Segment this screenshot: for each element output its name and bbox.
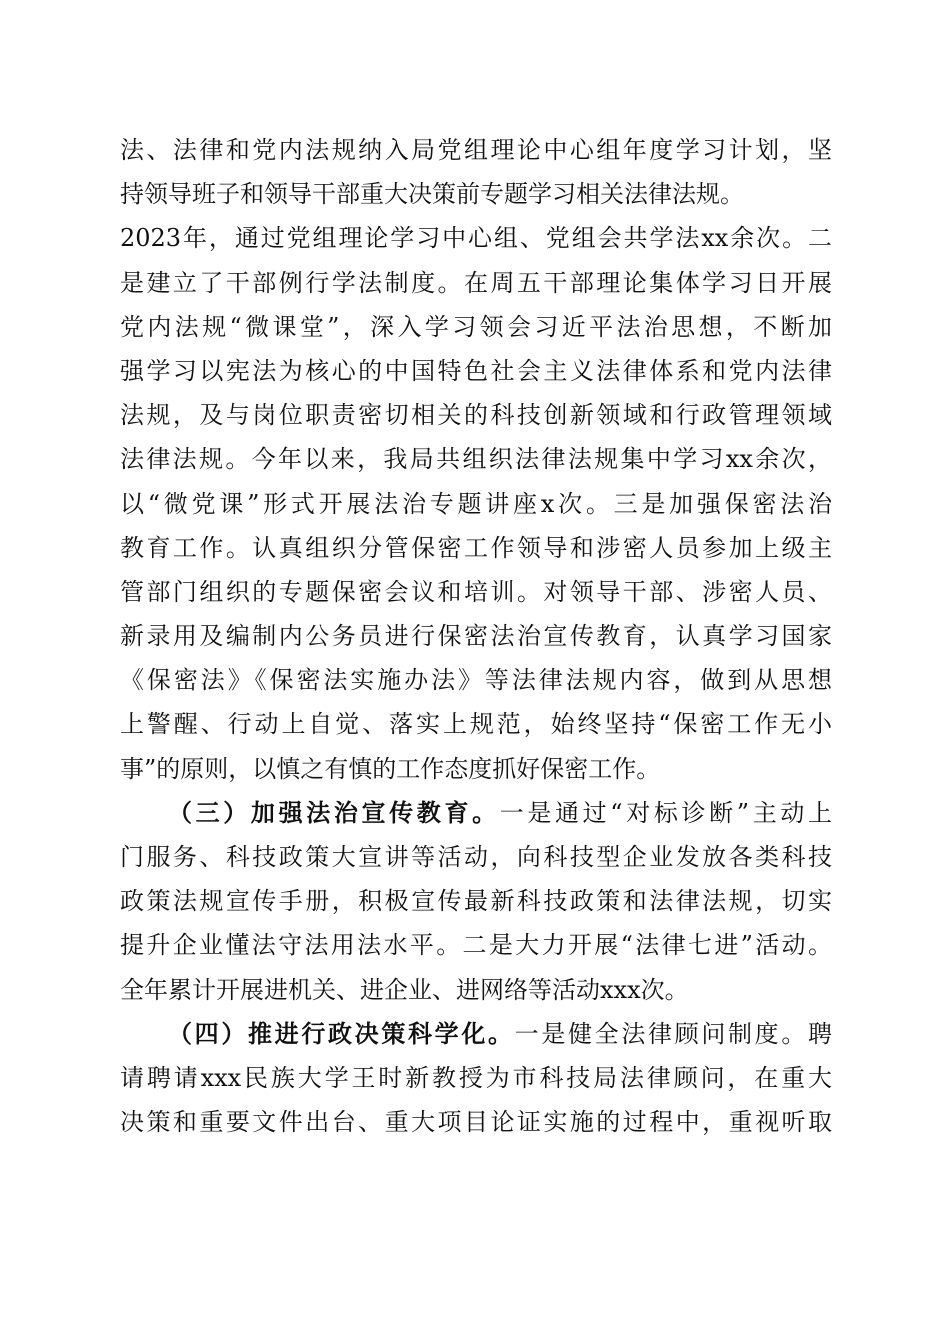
text-line-2: 持领导班子和领导干部重大决策前专题学习相关法律法规。 [120,180,744,209]
text-line-1: 法、法律和党内法规纳入局党组理论中心组年度学习计划，坚 [120,136,832,164]
text-line-13: 《保密法》《保密法实施办法》等法律法规内容，做到从思想 [120,666,832,695]
text-line-5: 党内法规“微课堂”，深入学习领会习近平法治思想，不断加 [120,312,832,341]
text-line-10: 教育工作。认真组织分管保密工作领导和涉密人员参加上级主 [120,533,832,562]
text-line-7: 法规，及与岗位职责密切相关的科技创新领域和行政管理领域 [120,401,832,430]
text-line-15: 事”的原则，以慎之有慎的工作态度抓好保密工作。 [120,754,661,783]
document-body [120,128,832,1144]
text-line-3: 2023年，通过党组理论学习中心组、党组会共学法xx余次。二 [120,224,832,253]
section-3-line-2: 门服务、科技政策大宣讲等活动，向科技型企业发放各类科技 [120,843,832,871]
section-3-first-line [120,791,832,835]
section-3-first-text: 一是通过“对标诊断”主动上 [499,798,832,827]
text-line-6: 强学习以宪法为核心的中国特色社会主义法律体系和党内法律 [120,356,832,385]
section-3-line-4: 提升企业懂法守法用法水平。二是大力开展“法律七进”活动。 [120,931,832,960]
text-line-14: 上警醒、行动上自觉、落实上规范，始终坚持“保密工作无小 [120,710,832,739]
section-3-heading: （三）加强法治宣传教育。 [168,798,500,827]
section-4-line-3: 决策和重要文件出台、重大项目论证实施的过程中，重视听取 [120,1108,832,1137]
text-line-12: 新录用及编制内公务员进行保密法治宣传教育，认真学习国家 [120,622,832,651]
section-4-first-text: 一是健全法律顾问制度。聘 [514,1019,832,1048]
text-line-4: 是建立了干部例行学法制度。在周五干部理论集体学习日开展 [120,268,832,297]
section-3-line-5: 全年累计开展进机关、进企业、进网络等活动xxx次。 [120,975,689,1004]
section-4-line-2: 请聘请xxx民族大学王时新教授为市科技局法律顾问，在重大 [120,1063,832,1092]
text-line-8: 法律法规。今年以来，我局共组织法律法规集中学习xx余次， [120,445,832,474]
text-line-11: 管部门组织的专题保密会议和培训。对领导干部、涉密人员、 [120,577,832,606]
section-4-heading: （四）推进行政决策科学化。 [168,1019,515,1048]
text-line-9: 以“微党课”形式开展法治专题讲座x次。三是加强保密法治 [120,489,832,518]
section-3-line-3: 政策法规宣传手册，积极宣传最新科技政策和法律法规，切实 [120,887,832,916]
section-4-first-line [120,1012,832,1056]
